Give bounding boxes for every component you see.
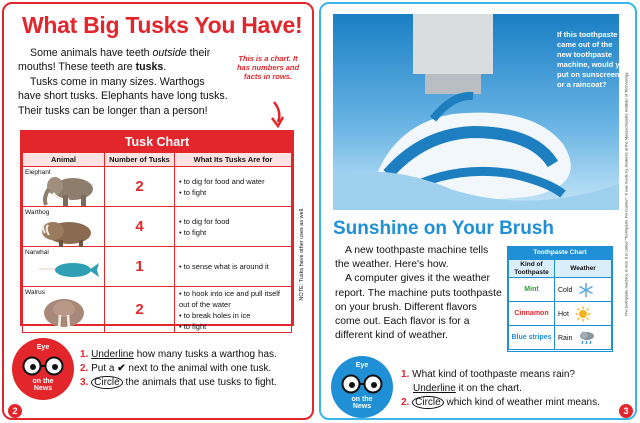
toothpaste-chart (507, 246, 613, 352)
questions (80, 348, 310, 390)
question-2: 2. Circle which kind of weather mint means. (401, 397, 600, 408)
sun-icon (575, 306, 591, 322)
table-row (23, 167, 292, 207)
column-header: Kind of Toothpaste (509, 260, 555, 278)
rain-cloud-icon (578, 330, 596, 346)
weather-cell: Rain (555, 326, 612, 350)
chart-note: This is a chart. It has numbers and facts in rows. (236, 54, 300, 81)
page-number: 2 (8, 404, 22, 418)
table-row (23, 287, 292, 333)
question-2: 2. Put a ✔ next to the animal with one tusk. (80, 363, 272, 374)
column-header: Weather (555, 260, 612, 278)
eye-on-the-news-badge: Eye on the News (331, 356, 393, 418)
snowflake-icon (578, 282, 594, 298)
tusk-uses: • to dig for food and water • to fight (175, 167, 292, 207)
column-header: Animal (23, 153, 105, 167)
article-title: Sunshine on Your Brush (333, 218, 554, 239)
tusk-count: 2 (105, 287, 175, 333)
animal-name: Walrus (25, 289, 45, 296)
table-row (23, 207, 292, 247)
elephant-icon (39, 175, 101, 207)
column-header: What Its Tusks Are for (175, 153, 292, 167)
question-3: 3. Circle the animals that use tusks to fight. (80, 377, 277, 388)
tusk-count: 4 (105, 207, 175, 247)
tusk-uses: • to hook into ice and pull itself out of the water • to break holes in ice • to fight (175, 287, 292, 333)
glasses-icon (340, 374, 384, 394)
side-note: NOTE: Tusks have other uses as well. (299, 207, 305, 301)
right-page (319, 2, 637, 420)
question-1: 1. What kind of toothpaste means rain? (401, 369, 575, 380)
table-row (509, 278, 612, 302)
toothpaste-kind: Mint (509, 278, 555, 302)
tusk-chart-title: Tusk Chart (22, 132, 292, 152)
tusk-table (22, 152, 292, 333)
page-number: 3 (619, 404, 633, 418)
toothpaste-kind: Blue stripes (509, 326, 555, 350)
photo-caption: If this toothpaste came out of the new toothpaste machine, would you put on sunscreen or a raincoat? (557, 30, 629, 89)
weather-cell: Hot (555, 302, 612, 326)
weather-cell: Cold (555, 278, 612, 302)
eye-on-the-news-badge: Eye on the News (12, 338, 74, 400)
table-row (509, 302, 612, 326)
column-header: Number of Tusks (105, 153, 175, 167)
tusk-uses: • to sense what is around it (175, 247, 292, 287)
tusk-chart (20, 130, 294, 331)
tusk-count: 1 (105, 247, 175, 287)
table-row (509, 326, 612, 350)
tusk-count: 2 (105, 167, 175, 207)
intro-text: Some animals have teeth outside their mouths! These teeth are tusks. Tusks come in many sizes. Warthogs have short tusks. Elephants have long tusks. Their tusks can be longer than a person! (18, 47, 228, 117)
left-page (2, 2, 314, 420)
article-body: A new toothpaste machine tells the weather. Here's how. A computer gives it the weather report. The machine puts toothpaste on your brush. Different flavors come out. Each flavor is for a different kind of weather. (335, 245, 502, 342)
glasses-icon (21, 356, 65, 376)
toothpaste-kind: Cinnamon (509, 302, 555, 326)
walrus-icon (39, 295, 89, 331)
toothpaste-table (508, 259, 612, 350)
questions (401, 368, 633, 410)
toothpaste-chart-title: Toothpaste Chart (508, 247, 612, 259)
animal-name: Warthog (25, 209, 50, 216)
page-title: What Big Tusks You Have! (22, 12, 303, 38)
animal-name: Elephant (25, 169, 51, 176)
tusk-uses: • to dig for food • to fight (175, 207, 292, 247)
photo-credit: The toothpaste machine is real. It is called "Toothpaste Forecaster". It was made by students at the Massachusetts Institute of Technology. (623, 71, 629, 317)
animal-name: Narwhal (25, 249, 49, 256)
narwhal-icon (39, 255, 101, 283)
question-1-continued: Underline it on the chart. (413, 383, 522, 394)
question-1: 1. Underline how many tusks a warthog has. (80, 349, 277, 360)
table-row (23, 247, 292, 287)
arrow-icon (268, 100, 288, 128)
warthog-icon (39, 215, 97, 247)
